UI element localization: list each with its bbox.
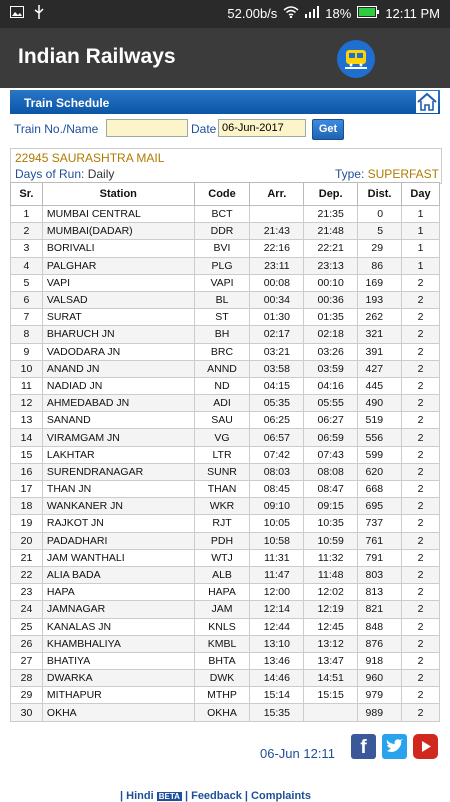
schedule-table — [10, 182, 440, 722]
table-row — [11, 309, 440, 326]
type-label: Type: — [334, 167, 365, 181]
sr-cell: 8 — [11, 326, 43, 343]
code-cell: ANND — [194, 360, 250, 377]
code-cell: MTHP — [194, 687, 250, 704]
search-form — [10, 118, 440, 140]
station-cell: OKHA — [42, 704, 194, 721]
sr-cell: 9 — [11, 343, 43, 360]
station-cell: AHMEDABAD JN — [42, 395, 194, 412]
dep-cell: 11:32 — [304, 549, 358, 566]
twitter-icon[interactable] — [382, 734, 407, 759]
arr-cell: 13:46 — [250, 652, 304, 669]
table-row — [11, 601, 440, 618]
dep-cell: 10:59 — [304, 532, 358, 549]
table-row — [11, 635, 440, 652]
arr-cell: 22:16 — [250, 240, 304, 257]
col-header-dep: Dep. — [304, 183, 358, 206]
station-cell: JAM WANTHALI — [42, 549, 194, 566]
station-cell: NADIAD JN — [42, 377, 194, 394]
day-cell: 2 — [402, 343, 440, 360]
sr-cell: 15 — [11, 446, 43, 463]
table-row — [11, 429, 440, 446]
schedule-title: Train Schedule — [24, 96, 110, 110]
code-cell: ADI — [194, 395, 250, 412]
train-info — [10, 148, 442, 184]
dist-cell: 0 — [358, 206, 402, 223]
dep-cell: 11:48 — [304, 566, 358, 583]
footer — [10, 734, 440, 762]
dep-cell: 07:43 — [304, 446, 358, 463]
arr-cell — [250, 206, 304, 223]
arr-cell: 21:43 — [250, 223, 304, 240]
arr-cell: 23:11 — [250, 257, 304, 274]
sr-cell: 12 — [11, 395, 43, 412]
home-icon[interactable] — [416, 91, 438, 113]
usb-icon — [34, 5, 44, 22]
day-cell: 2 — [402, 601, 440, 618]
dist-cell: 821 — [358, 601, 402, 618]
station-cell: VAPI — [42, 274, 194, 291]
train-no-input[interactable] — [106, 119, 188, 137]
arr-cell: 13:10 — [250, 635, 304, 652]
day-cell: 1 — [402, 240, 440, 257]
dist-cell: 761 — [358, 532, 402, 549]
dist-cell: 803 — [358, 566, 402, 583]
station-cell: VIRAMGAM JN — [42, 429, 194, 446]
sr-cell: 25 — [11, 618, 43, 635]
arr-cell: 02:17 — [250, 326, 304, 343]
day-cell: 2 — [402, 463, 440, 480]
dep-cell: 05:55 — [304, 395, 358, 412]
network-speed: 52.00b/s — [227, 6, 278, 21]
signal-icon — [305, 6, 319, 21]
dep-cell: 22:21 — [304, 240, 358, 257]
days-value: Daily — [87, 167, 115, 181]
dep-cell: 06:27 — [304, 412, 358, 429]
code-cell: BHTA — [194, 652, 250, 669]
dep-cell: 12:19 — [304, 601, 358, 618]
arr-cell: 04:15 — [250, 377, 304, 394]
station-cell: VALSAD — [42, 291, 194, 308]
day-cell: 2 — [402, 291, 440, 308]
dist-cell: 960 — [358, 670, 402, 687]
table-row — [11, 274, 440, 291]
dep-cell: 01:35 — [304, 309, 358, 326]
table-row — [11, 206, 440, 223]
dep-cell: 21:35 — [304, 206, 358, 223]
dep-cell: 03:26 — [304, 343, 358, 360]
station-cell: RAJKOT JN — [42, 515, 194, 532]
col-header-code: Code — [194, 183, 250, 206]
sr-cell: 28 — [11, 670, 43, 687]
station-cell: JAMNAGAR — [42, 601, 194, 618]
arr-cell: 10:58 — [250, 532, 304, 549]
day-cell: 2 — [402, 670, 440, 687]
station-cell: KHAMBHALIYA — [42, 635, 194, 652]
table-row — [11, 291, 440, 308]
dist-cell: 737 — [358, 515, 402, 532]
arr-cell: 15:35 — [250, 704, 304, 721]
station-cell: LAKHTAR — [42, 446, 194, 463]
day-cell: 2 — [402, 446, 440, 463]
wifi-icon — [283, 6, 299, 21]
day-cell: 2 — [402, 395, 440, 412]
get-button[interactable]: Get — [312, 119, 344, 140]
arr-cell: 12:00 — [250, 584, 304, 601]
code-cell: BCT — [194, 206, 250, 223]
sr-cell: 11 — [11, 377, 43, 394]
dist-cell: 321 — [358, 326, 402, 343]
table-row — [11, 257, 440, 274]
sr-cell: 17 — [11, 481, 43, 498]
dep-cell: 08:47 — [304, 481, 358, 498]
table-row — [11, 343, 440, 360]
table-row — [11, 515, 440, 532]
arr-cell: 09:10 — [250, 498, 304, 515]
station-cell: SURENDRANAGAR — [42, 463, 194, 480]
table-row — [11, 584, 440, 601]
table-row — [11, 223, 440, 240]
train-type — [335, 167, 439, 181]
station-cell: BHARUCH JN — [42, 326, 194, 343]
day-cell: 2 — [402, 326, 440, 343]
dist-cell: 490 — [358, 395, 402, 412]
dep-cell: 09:15 — [304, 498, 358, 515]
dep-cell — [304, 704, 358, 721]
arr-cell: 03:21 — [250, 343, 304, 360]
arr-cell: 00:08 — [250, 274, 304, 291]
dist-cell: 848 — [358, 618, 402, 635]
arr-cell: 15:14 — [250, 687, 304, 704]
code-cell: THAN — [194, 481, 250, 498]
sr-cell: 27 — [11, 652, 43, 669]
dist-cell: 427 — [358, 360, 402, 377]
day-cell: 2 — [402, 687, 440, 704]
station-cell: MUMBAI(DADAR) — [42, 223, 194, 240]
beta-badge: BETA — [158, 792, 180, 801]
day-cell: 2 — [402, 704, 440, 721]
table-row — [11, 687, 440, 704]
dist-cell: 5 — [358, 223, 402, 240]
arr-cell: 07:42 — [250, 446, 304, 463]
day-cell: 2 — [402, 429, 440, 446]
dist-cell: 791 — [358, 549, 402, 566]
arr-cell: 01:30 — [250, 309, 304, 326]
dist-cell: 620 — [358, 463, 402, 480]
arr-cell: 10:05 — [250, 515, 304, 532]
sr-cell: 30 — [11, 704, 43, 721]
train-logo-icon[interactable] — [337, 40, 375, 78]
dep-cell: 02:18 — [304, 326, 358, 343]
dist-cell: 29 — [358, 240, 402, 257]
table-row — [11, 463, 440, 480]
type-value: SUPERFAST — [367, 167, 439, 181]
day-cell: 2 — [402, 532, 440, 549]
sr-cell: 18 — [11, 498, 43, 515]
dist-cell: 391 — [358, 343, 402, 360]
day-cell: 2 — [402, 549, 440, 566]
day-cell: 1 — [402, 223, 440, 240]
dep-cell: 03:59 — [304, 360, 358, 377]
day-cell: 2 — [402, 618, 440, 635]
col-header-arr: Arr. — [250, 183, 304, 206]
battery-percent: 18% — [325, 6, 352, 21]
app-bar — [0, 28, 450, 88]
sr-cell: 1 — [11, 206, 43, 223]
day-cell: 2 — [402, 377, 440, 394]
code-cell: DDR — [194, 223, 250, 240]
sr-cell: 3 — [11, 240, 43, 257]
code-cell: SAU — [194, 412, 250, 429]
code-cell: KMBL — [194, 635, 250, 652]
dist-cell: 556 — [358, 429, 402, 446]
code-cell: BVI — [194, 240, 250, 257]
table-row — [11, 240, 440, 257]
code-cell: ND — [194, 377, 250, 394]
dep-cell: 14:51 — [304, 670, 358, 687]
app-title: Indian Railways — [18, 45, 176, 68]
arr-cell: 08:45 — [250, 481, 304, 498]
dep-cell: 15:15 — [304, 687, 358, 704]
table-row — [11, 498, 440, 515]
dist-cell: 519 — [358, 412, 402, 429]
sr-cell: 16 — [11, 463, 43, 480]
table-row — [11, 446, 440, 463]
train-name: 22945 SAURASHTRA MAIL — [15, 151, 165, 165]
dep-cell: 00:10 — [304, 274, 358, 291]
code-cell: VAPI — [194, 274, 250, 291]
sr-cell: 22 — [11, 566, 43, 583]
sr-cell: 13 — [11, 412, 43, 429]
arr-cell: 12:14 — [250, 601, 304, 618]
code-cell: DWK — [194, 670, 250, 687]
days-of-run — [15, 167, 114, 181]
station-cell: MUMBAI CENTRAL — [42, 206, 194, 223]
code-cell: HAPA — [194, 584, 250, 601]
station-cell: MITHAPUR — [42, 687, 194, 704]
arr-cell: 05:35 — [250, 395, 304, 412]
code-cell: PLG — [194, 257, 250, 274]
sr-cell: 26 — [11, 635, 43, 652]
table-row — [11, 532, 440, 549]
sr-cell: 2 — [11, 223, 43, 240]
station-cell: HAPA — [42, 584, 194, 601]
station-cell: SURAT — [42, 309, 194, 326]
sr-cell: 6 — [11, 291, 43, 308]
table-row — [11, 549, 440, 566]
sr-cell: 21 — [11, 549, 43, 566]
col-header-station: Station — [42, 183, 194, 206]
date-input[interactable] — [218, 119, 306, 137]
schedule-header — [10, 90, 440, 114]
sr-cell: 20 — [11, 532, 43, 549]
clock: 12:11 PM — [385, 6, 440, 21]
code-cell: KNLS — [194, 618, 250, 635]
sr-cell: 7 — [11, 309, 43, 326]
dep-cell: 04:16 — [304, 377, 358, 394]
dist-cell: 918 — [358, 652, 402, 669]
sr-cell: 14 — [11, 429, 43, 446]
train-no-label: Train No./Name — [14, 122, 99, 136]
table-row — [11, 704, 440, 721]
dist-cell: 445 — [358, 377, 402, 394]
dep-cell: 13:47 — [304, 652, 358, 669]
code-cell: BL — [194, 291, 250, 308]
day-cell: 1 — [402, 206, 440, 223]
arr-cell: 14:46 — [250, 670, 304, 687]
code-cell: RJT — [194, 515, 250, 532]
day-cell: 2 — [402, 515, 440, 532]
table-row — [11, 618, 440, 635]
table-header-row — [11, 183, 440, 206]
dep-cell: 00:36 — [304, 291, 358, 308]
table-row — [11, 395, 440, 412]
station-cell: ANAND JN — [42, 360, 194, 377]
col-header-dist: Dist. — [358, 183, 402, 206]
station-cell: DWARKA — [42, 670, 194, 687]
dist-cell: 876 — [358, 635, 402, 652]
day-cell: 2 — [402, 498, 440, 515]
code-cell: PDH — [194, 532, 250, 549]
station-cell: KANALAS JN — [42, 618, 194, 635]
code-cell: ST — [194, 309, 250, 326]
table-row — [11, 566, 440, 583]
footer-timestamp: 06-Jun 12:11 — [260, 746, 335, 761]
arr-cell: 11:47 — [250, 566, 304, 583]
day-cell: 2 — [402, 481, 440, 498]
day-cell: 2 — [402, 360, 440, 377]
station-cell: VADODARA JN — [42, 343, 194, 360]
code-cell: WTJ — [194, 549, 250, 566]
code-cell: VG — [194, 429, 250, 446]
dist-cell: 86 — [358, 257, 402, 274]
dist-cell: 668 — [358, 481, 402, 498]
station-cell: SANAND — [42, 412, 194, 429]
arr-cell: 03:58 — [250, 360, 304, 377]
dep-cell: 12:45 — [304, 618, 358, 635]
dep-cell: 13:12 — [304, 635, 358, 652]
day-cell: 2 — [402, 584, 440, 601]
schedule-panel — [10, 90, 440, 142]
battery-icon — [357, 6, 379, 21]
day-cell: 2 — [402, 635, 440, 652]
code-cell: LTR — [194, 446, 250, 463]
station-cell: THAN JN — [42, 481, 194, 498]
code-cell: BRC — [194, 343, 250, 360]
sr-cell: 23 — [11, 584, 43, 601]
table-row — [11, 412, 440, 429]
table-row — [11, 377, 440, 394]
hindi-link[interactable]: Hindi — [126, 790, 154, 802]
col-header-sr: Sr. — [11, 183, 43, 206]
dep-cell: 06:59 — [304, 429, 358, 446]
table-row — [11, 360, 440, 377]
facebook-icon[interactable]: f — [351, 734, 376, 759]
dep-cell: 08:08 — [304, 463, 358, 480]
table-row — [11, 652, 440, 669]
arr-cell: 11:31 — [250, 549, 304, 566]
day-cell: 2 — [402, 309, 440, 326]
code-cell: OKHA — [194, 704, 250, 721]
status-bar — [0, 0, 450, 28]
code-cell: ALB — [194, 566, 250, 583]
dist-cell: 599 — [358, 446, 402, 463]
sr-cell: 5 — [11, 274, 43, 291]
station-cell: PALGHAR — [42, 257, 194, 274]
dep-cell: 21:48 — [304, 223, 358, 240]
dist-cell: 813 — [358, 584, 402, 601]
day-cell: 2 — [402, 412, 440, 429]
dep-cell: 23:13 — [304, 257, 358, 274]
footer-links: | Hindi BETA | Feedback | Complaints — [120, 790, 311, 802]
date-label: Date — [191, 122, 217, 136]
day-cell: 2 — [402, 566, 440, 583]
dist-cell: 193 — [358, 291, 402, 308]
table-row — [11, 670, 440, 687]
station-cell: ALIA BADA — [42, 566, 194, 583]
station-cell: BORIVALI — [42, 240, 194, 257]
days-label: Days of Run: — [15, 167, 85, 181]
sr-cell: 24 — [11, 601, 43, 618]
complaints-link[interactable]: Complaints — [251, 790, 311, 802]
arr-cell: 08:03 — [250, 463, 304, 480]
station-cell: BHATIYA — [42, 652, 194, 669]
sr-cell: 10 — [11, 360, 43, 377]
day-cell: 2 — [402, 652, 440, 669]
code-cell: BH — [194, 326, 250, 343]
dist-cell: 262 — [358, 309, 402, 326]
feedback-link[interactable]: Feedback — [191, 790, 242, 802]
dist-cell: 979 — [358, 687, 402, 704]
image-icon — [10, 6, 24, 21]
code-cell: JAM — [194, 601, 250, 618]
code-cell: WKR — [194, 498, 250, 515]
sr-cell: 29 — [11, 687, 43, 704]
dist-cell: 169 — [358, 274, 402, 291]
dep-cell: 10:35 — [304, 515, 358, 532]
day-cell: 2 — [402, 274, 440, 291]
arr-cell: 00:34 — [250, 291, 304, 308]
day-cell: 1 — [402, 257, 440, 274]
schedule-table-body — [11, 206, 440, 722]
arr-cell: 06:25 — [250, 412, 304, 429]
youtube-icon[interactable] — [413, 734, 438, 759]
col-header-day: Day — [402, 183, 440, 206]
station-cell: WANKANER JN — [42, 498, 194, 515]
code-cell: SUNR — [194, 463, 250, 480]
station-cell: PADADHARI — [42, 532, 194, 549]
dist-cell: 989 — [358, 704, 402, 721]
table-row — [11, 326, 440, 343]
dist-cell: 695 — [358, 498, 402, 515]
arr-cell: 06:57 — [250, 429, 304, 446]
arr-cell: 12:44 — [250, 618, 304, 635]
dep-cell: 12:02 — [304, 584, 358, 601]
sr-cell: 4 — [11, 257, 43, 274]
table-row — [11, 481, 440, 498]
sr-cell: 19 — [11, 515, 43, 532]
